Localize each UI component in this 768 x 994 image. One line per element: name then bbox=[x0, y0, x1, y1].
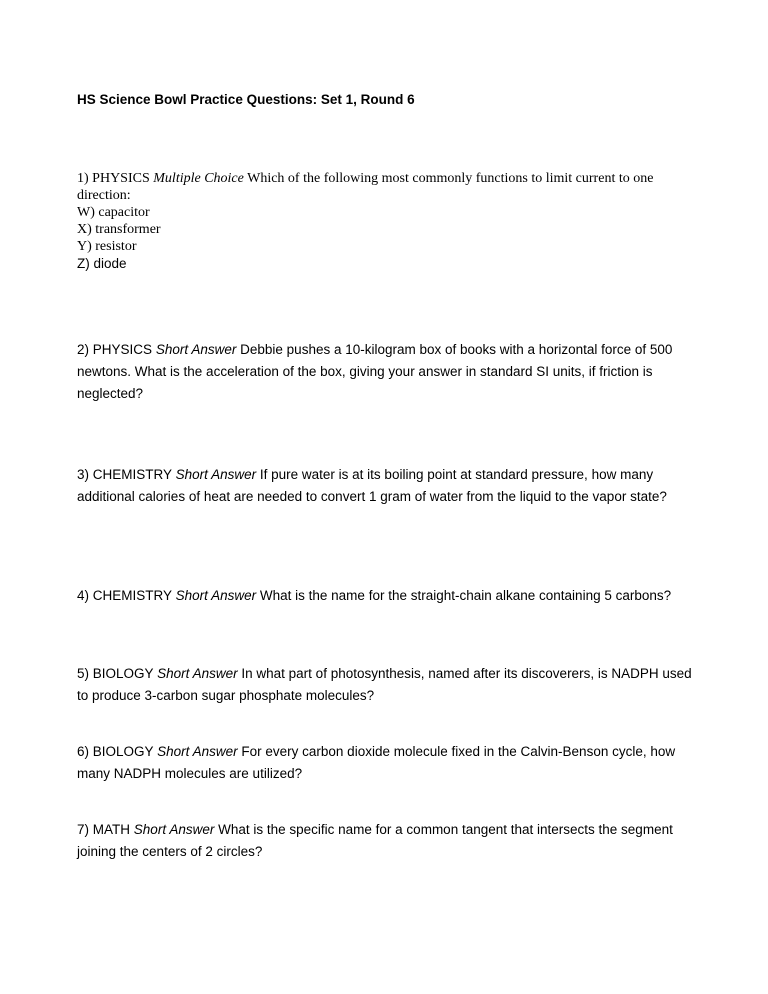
question-text: In what part of photosynthesis, named after its discoverers, is NADPH used to produce 3-carbon sugar phosphate molecules? bbox=[77, 666, 692, 703]
question-type: Short Answer bbox=[157, 744, 238, 759]
question-6 bbox=[77, 741, 697, 785]
question-text: If pure water is at its boiling point at standard pressure, how many additional calories of heat are needed to convert 1 gram of water from the liquid to the vapor state? bbox=[77, 467, 667, 504]
question-number: 6) bbox=[77, 744, 90, 759]
question-number: 3) bbox=[77, 467, 90, 482]
question-subject: BIOLOGY bbox=[92, 744, 154, 759]
question-subject: PHYSICS bbox=[92, 342, 153, 357]
question-subject: MATH bbox=[92, 822, 131, 837]
question-text: Debbie pushes a 10-kilogram box of books with a horizontal force of 500 newtons. What is the acceleration of the box, giving your answer in standard SI units, if friction is neglected? bbox=[77, 342, 673, 401]
question-type: Multiple Choice bbox=[153, 171, 244, 186]
question-text: What is the specific name for a common tangent that intersects the segment joining the centers of 2 circles? bbox=[77, 822, 673, 859]
question-number: 1) bbox=[77, 171, 89, 186]
question-4 bbox=[77, 585, 697, 607]
question-text: Which of the following most commonly functions to limit current to one direction: bbox=[77, 171, 654, 203]
document-title: HS Science Bowl Practice Questions: Set 1, Round 6 bbox=[77, 92, 415, 107]
question-type: Short Answer bbox=[175, 467, 257, 482]
question-type: Short Answer bbox=[133, 822, 215, 837]
question-number: 5) bbox=[77, 666, 90, 681]
answer-choice-x: X) transformer bbox=[77, 222, 161, 237]
question-3 bbox=[77, 464, 697, 508]
question-text: For every carbon dioxide molecule fixed in the Calvin-Benson cycle, how many NADPH molecules are utilized? bbox=[77, 744, 676, 781]
question-text: What is the name for the straight-chain alkane containing 5 carbons? bbox=[259, 588, 672, 603]
question-5 bbox=[77, 663, 697, 707]
question-subject: PHYSICS bbox=[92, 171, 150, 186]
question-number: 4) bbox=[77, 588, 90, 603]
question-7 bbox=[77, 819, 697, 863]
question-subject: CHEMISTRY bbox=[92, 467, 172, 482]
question-type: Short Answer bbox=[175, 588, 257, 603]
answer-choice-y: Y) resistor bbox=[77, 239, 137, 254]
question-type: Short Answer bbox=[155, 342, 237, 357]
question-type: Short Answer bbox=[157, 666, 238, 681]
question-number: 2) bbox=[77, 342, 90, 357]
question-2 bbox=[77, 339, 697, 405]
answer-choice-w: W) capacitor bbox=[77, 205, 150, 220]
answer-choice-z: Z) diode bbox=[77, 256, 127, 271]
question-subject: CHEMISTRY bbox=[92, 588, 172, 603]
question-1 bbox=[77, 170, 697, 272]
question-subject: BIOLOGY bbox=[92, 666, 154, 681]
question-number: 7) bbox=[77, 822, 90, 837]
